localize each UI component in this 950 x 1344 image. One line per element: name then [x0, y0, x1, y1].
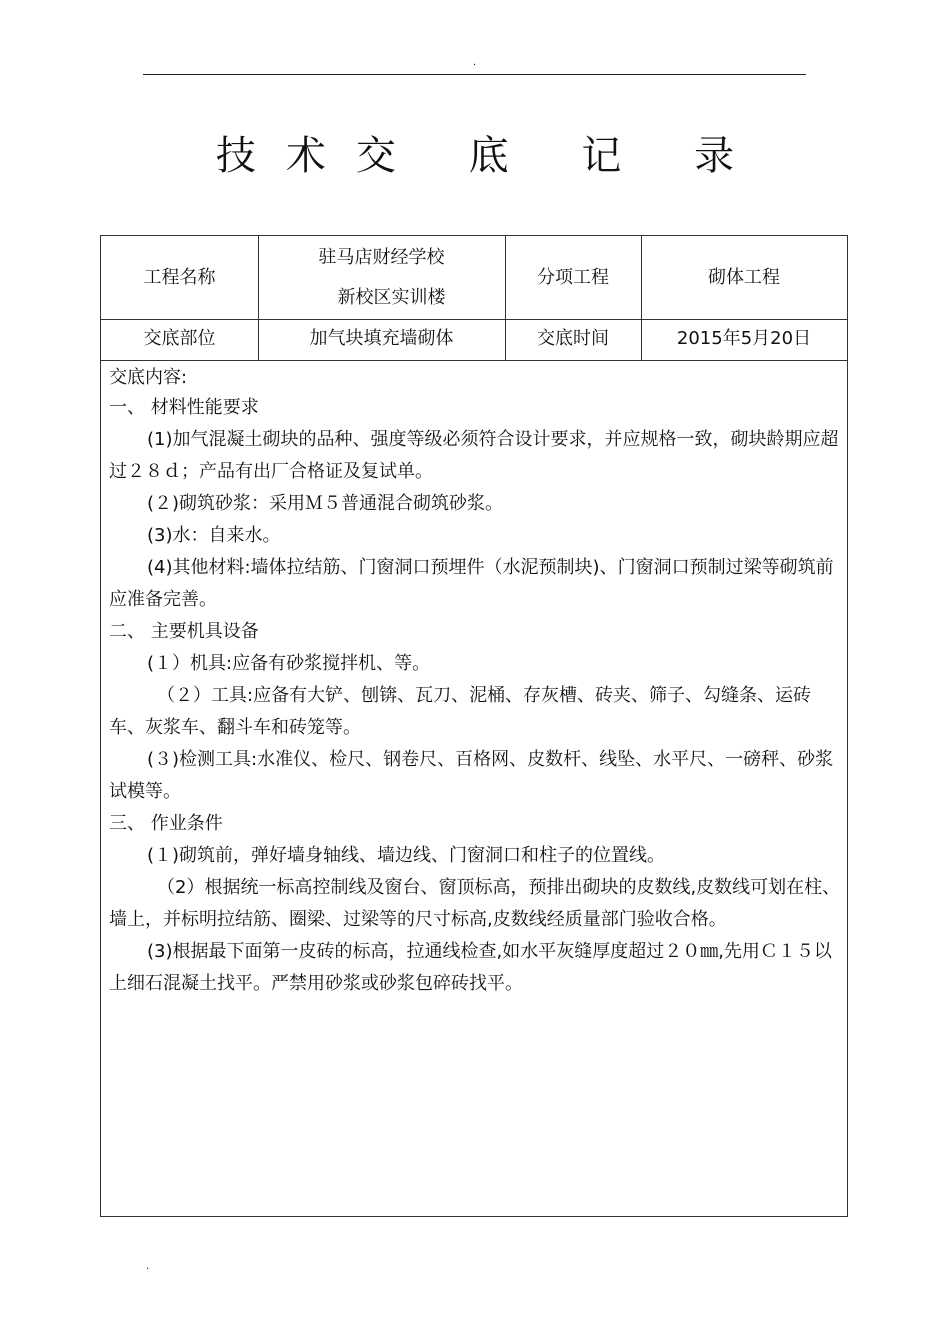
table-divider: [101, 360, 847, 361]
handover-content: [109, 364, 841, 1000]
content-paragraph: (１)砌筑前，弹好墙身轴线、墙边线、门窗洞口和柱子的位置线。: [147, 845, 666, 866]
content-paragraph: （2）根据统一标高控制线及窗台、窗顶标高，预排出砌块的皮数线,皮数线可划在柱、墙上，并标明拉结筋、圈梁、过梁等的尺寸标高,皮数线经质量部门验收合格。: [109, 877, 841, 930]
section-heading: 一、 材料性能要求: [109, 397, 259, 418]
handover-location-value: 加气块填充墙砌体: [309, 328, 454, 349]
sub-project-value: 砌体工程: [708, 266, 780, 288]
content-paragraph: （２）工具:应备有大铲、刨锛、瓦刀、泥桶、存灰槽、砖夹、筛子、勾缝条、运砖车、灰浆车、翻斗车和砖笼等。: [109, 685, 812, 738]
content-paragraph: (1)加气混凝土砌块的品种、强度等级必须符合设计要求，并应规格一致，砌块龄期应超过２８ｄ；产品有出厂合格证及复试单。: [109, 429, 839, 482]
handover-time-label: 交底时间: [537, 328, 609, 349]
header-dot: .: [473, 57, 477, 68]
content-paragraph: (１）机具:应备有砂浆搅拌机、等。: [147, 653, 431, 674]
project-name-label: 工程名称: [143, 266, 216, 288]
sub-project-label: 分项工程: [537, 266, 609, 288]
handover-location-label: 交底部位: [143, 328, 216, 349]
content-paragraph: (３)检测工具:水准仪、检尺、钢卷尺、百格网、皮数杆、线坠、水平尺、一磅秤、砂浆试模等。: [109, 749, 834, 802]
document-title: 技术交 底 记 录: [215, 133, 765, 179]
content-paragraph: (4)其他材料:墙体拉结筋、门窗洞口预埋件（水泥预制块)、门窗洞口预制过梁等砌筑前应准备完善。: [109, 557, 834, 610]
section-heading: 二、 主要机具设备: [109, 621, 259, 642]
content-paragraph: (3)水：自来水。: [147, 525, 281, 546]
handover-time-value: 2015年5月20日: [676, 328, 812, 349]
header-rule: [143, 74, 806, 75]
content-label: 交底内容:: [109, 367, 188, 388]
content-paragraph: (3)根据最下面第一皮砖的标高，拉通线检查,如水平灰缝厚度超过２０㎜,先用Ｃ１５以上细石混凝土找平。严禁用砂浆或砂浆包碎砖找平。: [109, 941, 832, 994]
project-name-value: [258, 236, 505, 319]
content-paragraph: (２)砌筑砂浆：采用Ｍ５普通混合砌筑砂浆。: [147, 493, 504, 514]
section-heading: 三、 作业条件: [109, 813, 223, 834]
project-name-line-1: 驻马店财经学校: [318, 246, 445, 268]
footer-dot: .: [146, 1261, 150, 1272]
project-name-line-2: 新校区实训楼: [337, 286, 446, 308]
record-table: [100, 235, 848, 1217]
